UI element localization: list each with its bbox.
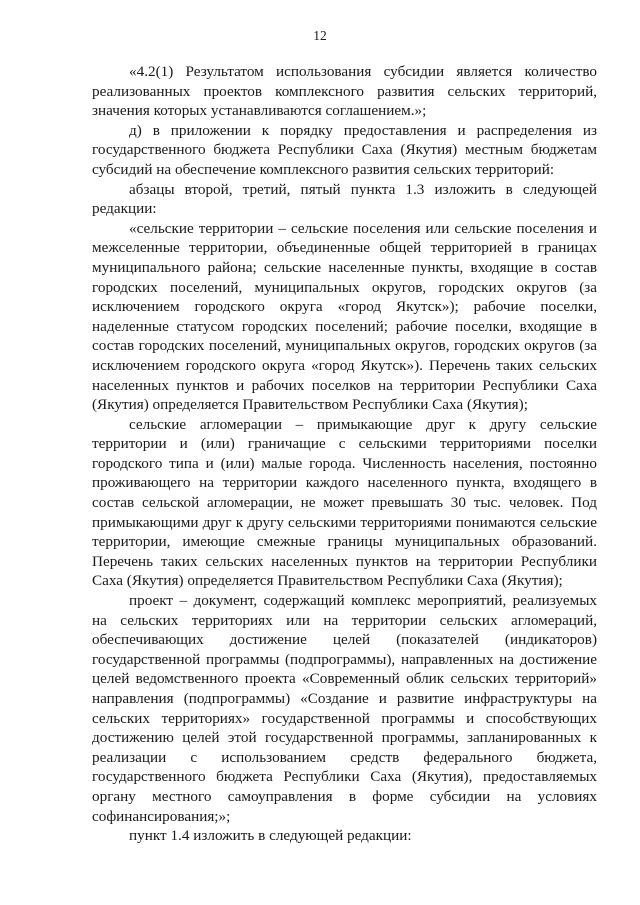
document-body: [92, 62, 597, 846]
paragraph-item-d-appendix: д) в приложении к порядку предоставления и распределения из государственного бюджета Республики Саха (Якутия) местным бюджетам субсидий на обеспечение комплексного развития сельских территорий:: [92, 121, 597, 178]
paragraph-rural-agglomerations-definition: сельские агломерации – примыкающие друг к другу сельские территории и (или) граничащие с сельскими территориями поселки городского типа и (или) малые города. Численность населения, постоянно проживающего на территории каждого населенного пункта, входящего в состав сельской агломерации, не может превышать 30 тыс. человек. Под примыкающими друг к другу сельскими территориями понимаются сельские территории, имеющие смежные границы муниципальных образований. Перечень таких сельских населенных пунктов на территории Республики Саха (Якутия) определяется Правительством Республики Саха (Якутия);: [92, 415, 597, 590]
paragraph-project-definition: проект – документ, содержащий комплекс мероприятий, реализуемых на сельских территориях или на территории сельских агломераций, обеспечивающих достижение целей (показателей (индикаторов) государственной программы (подпрограммы), направленных на достижение целей ведомственного проекта «Современный облик сельских территорий» направления (подпрограммы) «Создание и развитие инфраструктуры на сельских территориях» государственной программы и способствующих достижению целей этой государственной программы, запланированных к реализации с использованием средств федерального бюджета, государственного бюджета Республики Саха (Якутия), предоставляемых органу местного самоуправления в форме субсидии на условиях софинансирования;»;: [92, 592, 597, 825]
paragraph-rural-territories-definition: «сельские территории – сельские поселения или сельские поселения и межселенные территории, объединенные общей территорией в границах муниципального района; сельские населенные пункты, входящие в состав городских поселений, муниципальных округов, городских округов (за исключением городского округа «город Якутск»); рабочие поселки, наделенные статусом городских поселений; рабочие поселки, входящие в состав городских поселений, муниципальных округов, городских округов (за исключением городского округа «город Якутск»). Перечень таких сельских населенных пунктов и рабочих поселков на территории Республики Саха (Якутия) определяется Правительством Республики Саха (Якутия);: [92, 219, 597, 414]
paragraph-4-2-1-result: «4.2(1) Результатом использования субсидии является количество реализованных проектов комплексного развития сельских территорий, значения которых устанавливаются соглашением.»;: [92, 63, 597, 120]
page-number: 12: [313, 28, 327, 43]
paragraph-amend-1-3-intro: абзацы второй, третий, пятый пункта 1.3 изложить в следующей редакции:: [92, 180, 597, 218]
paragraph-amend-1-4-intro: пункт 1.4 изложить в следующей редакции:: [129, 827, 412, 845]
